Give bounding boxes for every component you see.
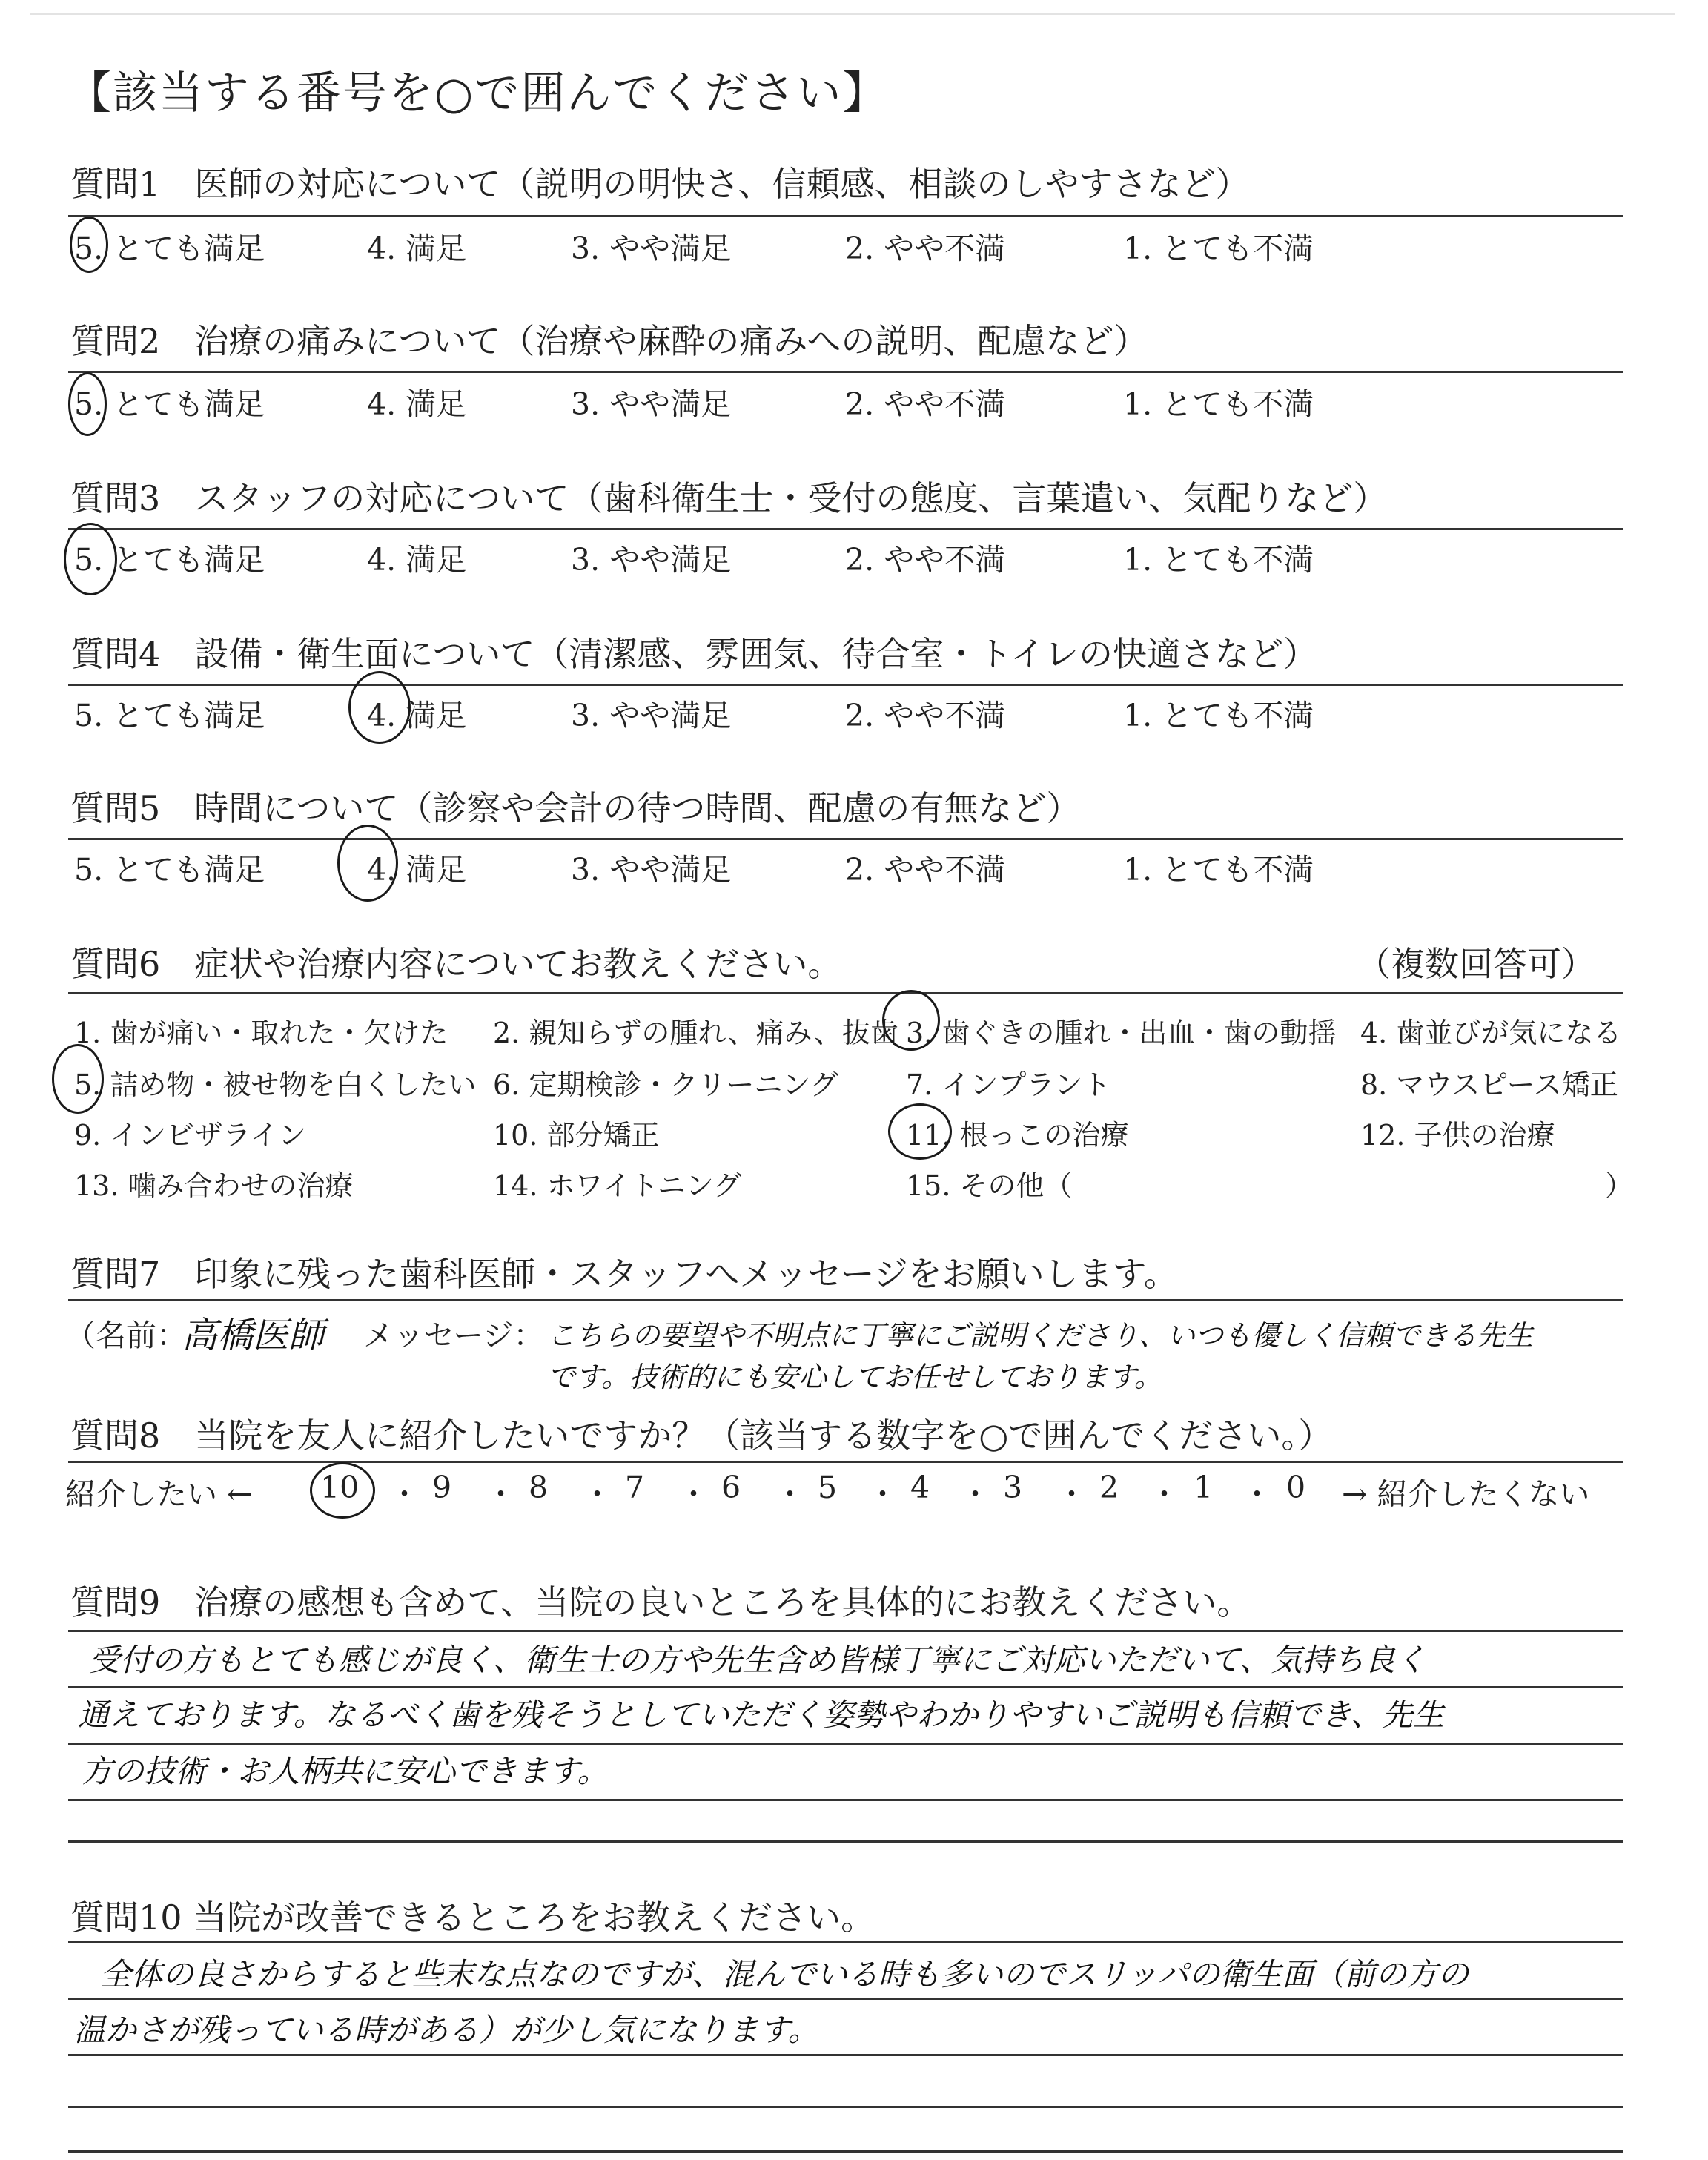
q6-option-13[interactable]: 13. 噛み合わせの治療 <box>74 1169 354 1202</box>
q6-option-12[interactable]: 12. 子供の治療 <box>1360 1119 1555 1152</box>
q3-option-1[interactable]: 1. とても不満 <box>1123 542 1314 578</box>
answer-line <box>68 992 1623 994</box>
q1-option-4[interactable]: 4. 満足 <box>367 231 467 266</box>
writing-line <box>68 1998 1623 2000</box>
q1-option-2[interactable]: 2. やや不満 <box>845 231 1006 266</box>
question-10-title: 質問10 当院が改善できるところをお教えください。 <box>70 1898 875 1938</box>
q9-answer-line-2: 通えております。なるべく歯を残そうとしていただく姿勢やわかりやすいご説明も信頼でき、先生 <box>78 1697 1444 1733</box>
scale-dot: ・ <box>1149 1476 1179 1512</box>
q6-option-8[interactable]: 8. マウスピース矯正 <box>1360 1069 1618 1101</box>
q2-option-5[interactable]: 5. とても満足 <box>74 386 265 422</box>
q6-option-15-close: ） <box>1605 1169 1634 1202</box>
top-border <box>30 13 1675 15</box>
q5-option-4[interactable]: 4. 満足 <box>367 852 467 888</box>
selection-circle <box>888 1103 952 1160</box>
q6-option-15[interactable]: 15. その他（ <box>906 1169 1073 1202</box>
scale-left-label: 紹介したい ← <box>65 1476 253 1512</box>
answer-line <box>68 1299 1623 1301</box>
answer-line <box>68 371 1623 373</box>
q4-option-3[interactable]: 3. やや満足 <box>571 698 732 733</box>
scale-dot: ・ <box>1056 1476 1087 1512</box>
question-8-title: 質問8 当院を友人に紹介したいですか？（該当する数字を○で囲んでください。） <box>70 1416 1333 1456</box>
selection-circle <box>337 825 398 902</box>
q2-option-4[interactable]: 4. 満足 <box>367 386 467 422</box>
q9-answer-line-1: 受付の方もとても感じが良く、衛生士の方や先生含め皆様丁寧にご対応いただいて、気持ち良く <box>89 1642 1427 1678</box>
staff-name: 高橋医師 <box>182 1315 325 1356</box>
scale-5[interactable]: 5 <box>818 1470 838 1505</box>
writing-line <box>68 1630 1623 1632</box>
answer-line <box>68 528 1623 530</box>
scale-3[interactable]: 3 <box>1003 1470 1023 1505</box>
multiple-answers-note: （複数回答可） <box>1357 944 1595 984</box>
selection-circle <box>70 217 108 273</box>
name-label: （名前： <box>65 1318 187 1353</box>
scale-1[interactable]: 1 <box>1194 1470 1214 1505</box>
selection-circle <box>52 1044 104 1114</box>
q5-option-5[interactable]: 5. とても満足 <box>74 852 265 888</box>
selection-circle <box>310 1462 375 1519</box>
writing-line <box>68 1941 1623 1943</box>
message-line-1: こちらの要望や不明点に丁寧にご説明くださり、いつも優しく信頼できる先生 <box>547 1319 1534 1352</box>
answer-line <box>68 684 1623 686</box>
q3-option-2[interactable]: 2. やや不満 <box>845 542 1006 578</box>
q6-option-11[interactable]: 11. 根っこの治療 <box>906 1119 1129 1152</box>
q6-option-9[interactable]: 9. インビザライン <box>74 1119 307 1152</box>
q2-option-3[interactable]: 3. やや満足 <box>571 386 732 422</box>
writing-line <box>68 2106 1623 2108</box>
question-9-title: 質問9 治療の感想も含めて、当院の良いところを具体的にお教えください。 <box>70 1582 1251 1622</box>
question-4-title: 質問4 設備・衛生面について（清潔感、雰囲気、待合室・トイレの快適さなど） <box>70 634 1318 674</box>
scale-0[interactable]: 0 <box>1286 1470 1306 1505</box>
scale-dot: ・ <box>960 1476 990 1512</box>
writing-line <box>68 1840 1623 1843</box>
message-label: メッセージ： <box>363 1318 544 1353</box>
q4-option-4[interactable]: 4. 満足 <box>367 698 467 733</box>
scale-7[interactable]: 7 <box>625 1470 645 1505</box>
question-5-title: 質問5 時間について（診察や会計の待つ時間、配慮の有無など） <box>70 788 1081 828</box>
selection-circle <box>68 372 107 436</box>
q1-option-3[interactable]: 3. やや満足 <box>571 231 732 266</box>
q5-option-2[interactable]: 2. やや不満 <box>845 852 1006 888</box>
q10-answer-line-1: 全体の良さからすると些末な点なのですが、混んでいる時も多いのでスリッパの衛生面（前の方の <box>100 1956 1469 1992</box>
selection-circle <box>882 990 940 1051</box>
q9-answer-line-3: 方の技術・お人柄共に安心できます。 <box>82 1753 609 1789</box>
writing-line <box>68 2150 1623 2153</box>
q2-option-2[interactable]: 2. やや不満 <box>845 386 1006 422</box>
question-2-title: 質問2 治療の痛みについて（治療や麻酔の痛みへの説明、配慮など） <box>70 321 1148 361</box>
q3-option-5[interactable]: 5. とても満足 <box>74 542 265 578</box>
scale-6[interactable]: 6 <box>721 1470 741 1505</box>
writing-line <box>68 1799 1623 1801</box>
scale-dot: ・ <box>389 1476 420 1512</box>
scale-dot: ・ <box>582 1476 612 1512</box>
writing-line <box>68 2054 1623 2056</box>
scale-10[interactable]: 10 <box>320 1470 360 1505</box>
scale-8[interactable]: 8 <box>529 1470 549 1505</box>
q1-option-5[interactable]: 5. とても満足 <box>74 231 265 266</box>
q6-option-10[interactable]: 10. 部分矯正 <box>493 1119 660 1152</box>
scale-right-label: → 紹介したくない <box>1342 1476 1590 1512</box>
q4-option-5[interactable]: 5. とても満足 <box>74 698 265 733</box>
scale-dot: ・ <box>486 1476 516 1512</box>
q6-option-5[interactable]: 5. 詰め物・被せ物を白くしたい <box>74 1069 477 1101</box>
q5-option-3[interactable]: 3. やや満足 <box>571 852 732 888</box>
q1-option-1[interactable]: 1. とても不満 <box>1123 231 1314 266</box>
scale-4[interactable]: 4 <box>910 1470 930 1505</box>
selection-circle <box>64 523 117 595</box>
q3-option-3[interactable]: 3. やや満足 <box>571 542 732 578</box>
question-1-title: 質問1 医師の対応について（説明の明快さ、信頼感、相談のしやすさなど） <box>70 164 1250 204</box>
selection-circle <box>348 671 411 744</box>
q6-option-3[interactable]: 3. 歯ぐきの腫れ・出血・歯の動揺 <box>906 1017 1337 1049</box>
writing-line <box>68 1686 1623 1688</box>
q5-option-1[interactable]: 1. とても不満 <box>1123 852 1314 888</box>
q6-option-4[interactable]: 4. 歯並びが気になる <box>1360 1017 1622 1049</box>
q2-option-1[interactable]: 1. とても不満 <box>1123 386 1314 422</box>
q6-option-1[interactable]: 1. 歯が痛い・取れた・欠けた <box>74 1017 448 1049</box>
q6-option-14[interactable]: 14. ホワイトニング <box>493 1169 742 1202</box>
scale-2[interactable]: 2 <box>1099 1470 1119 1505</box>
answer-line <box>68 838 1623 840</box>
q6-option-7[interactable]: 7. インプラント <box>906 1069 1111 1101</box>
q3-option-4[interactable]: 4. 満足 <box>367 542 467 578</box>
question-6-title: 質問6 症状や治療内容についてお教えください。 <box>70 944 842 984</box>
scale-9[interactable]: 9 <box>432 1470 452 1505</box>
answer-line <box>68 1461 1623 1463</box>
scale-dot: ・ <box>867 1476 898 1512</box>
scale-dot: ・ <box>1242 1476 1272 1512</box>
q6-option-6[interactable]: 6. 定期検診・クリーニング <box>493 1069 838 1101</box>
q6-option-2[interactable]: 2. 親知らずの腫れ、痛み、抜歯 <box>493 1017 898 1049</box>
q4-option-1[interactable]: 1. とても不満 <box>1123 698 1314 733</box>
question-7-title: 質問7 印象に残った歯科医師・スタッフへメッセージをお願いします。 <box>70 1254 1178 1294</box>
q4-option-2[interactable]: 2. やや不満 <box>845 698 1006 733</box>
q10-answer-line-2: 温かさが残っている時がある）が少し気になります。 <box>74 2012 819 2048</box>
page-title: 【該当する番号を○で囲んでください】 <box>67 67 889 119</box>
scale-dot: ・ <box>775 1476 805 1512</box>
writing-line <box>68 1743 1623 1745</box>
question-3-title: 質問3 スタッフの対応について（歯科衛生士・受付の態度、言葉遣い、気配りなど） <box>70 478 1388 518</box>
message-line-2: です。技術的にも安心してお任せしております。 <box>547 1361 1162 1393</box>
scale-dot: ・ <box>678 1476 709 1512</box>
answer-line <box>68 215 1623 217</box>
